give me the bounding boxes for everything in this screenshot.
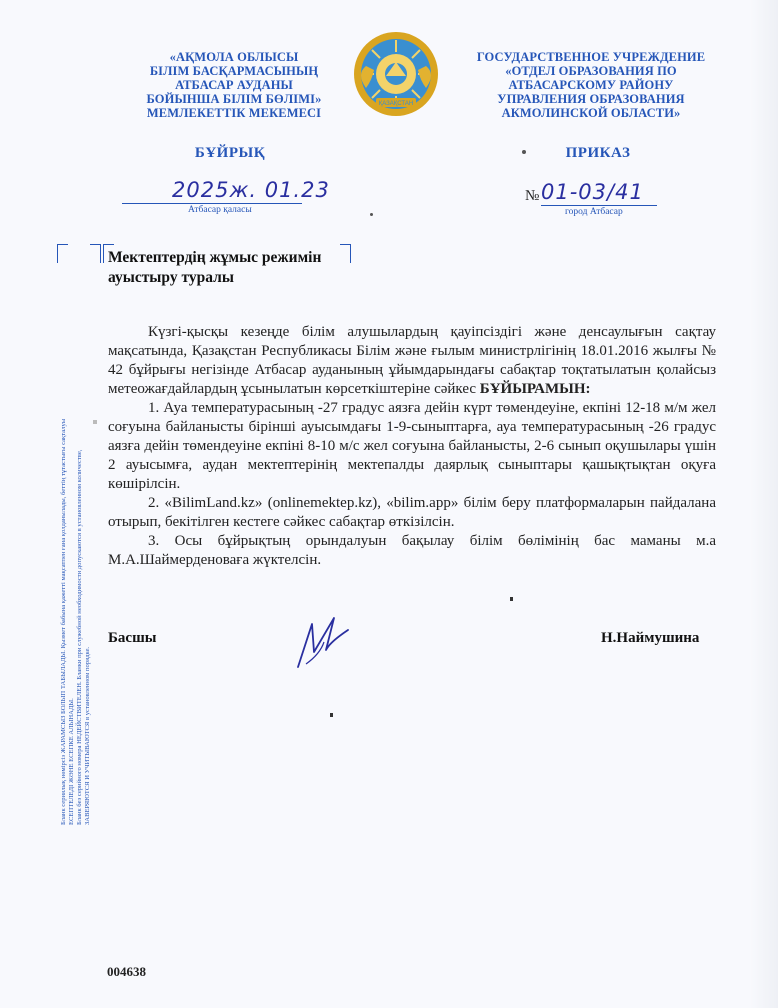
- header-left-line: «АҚМОЛА ОБЛЫСЫ: [169, 50, 299, 64]
- header-left-line: АТБАСАР АУДАНЫ: [175, 78, 293, 92]
- corner-mark: [90, 244, 101, 263]
- ink-dot: [370, 213, 373, 216]
- date-underline: [122, 203, 302, 204]
- signatory-role: Басшы: [108, 630, 157, 646]
- side-note-line: Бланк без серийного номера НЕДЕЙСТВИТЕЛЕН. Бланки при служебной необходимости допускаются в установленном количестве,: [76, 449, 83, 825]
- emblem-text: ҚАЗАҚСТАН: [378, 101, 414, 107]
- doc-type-ru: ПРИКАЗ: [565, 145, 631, 161]
- page-edge: [750, 0, 778, 1008]
- ink-dot: [510, 597, 513, 601]
- number-underline: [541, 205, 657, 206]
- header-right-line: «ОТДЕЛ ОБРАЗОВАНИЯ ПО: [505, 64, 677, 78]
- intro-text: Күзгі-қысқы кезеңде білім алушылардың қауіпсіздігі және денсаулығын сақтау мақсатында, Қазақстан Республикасы Білім және ғылым министрлігінің 18.01.2016 жылғы № 42 бұйрығы негізінде Атбасар ауданының ұйымдарындағы сабақтар тоқтатылатын қолайсыз метеожағдайлардың ұсынылатын көрсеткіштеріне сәйкес: [108, 324, 716, 397]
- blank-form-note: [60, 345, 92, 825]
- side-note-line: ЗАВЕРЯЮТСЯ И УЧИТЫВАЮТСЯ в установленном порядке.: [84, 646, 91, 825]
- header-right-ru: [466, 50, 716, 120]
- corner-mark: [57, 244, 68, 263]
- body-intro: [108, 323, 716, 399]
- order-body: [108, 323, 716, 570]
- order-word: БҰЙЫРАМЫН:: [479, 381, 591, 397]
- subject-line: Мектептердің жұмыс режимін: [108, 249, 322, 266]
- city-ru: город Атбасар: [565, 207, 623, 217]
- header-right-line: УПРАВЛЕНИЯ ОБРАЗОВАНИЯ: [497, 92, 685, 106]
- order-item-3: 3. Осы бұйрықтың орындалуын бақылау білім бөлімінің бас маманы м.а М.А.Шаймерденоваға жүктелсін.: [108, 533, 716, 568]
- header-left-line: МЕМЛЕКЕТТІК МЕКЕМЕСІ: [146, 106, 322, 120]
- city-kz: Атбасар қаласы: [188, 205, 252, 215]
- header-left-kz: [109, 50, 359, 120]
- header-right-line: АТБАСАРСКОМУ РАЙОНУ: [508, 78, 674, 92]
- side-note-line: Бланк сериялық нөмірсіз ЖАРАМСЫЗ БОЛЫП ТАБЫЛАДЫ. Қызмет бабына қажетті мақсатпен ғана қолданылады, беттің тұтастығы сақталуы: [60, 418, 67, 825]
- header-right-line: ГОСУДАРСТВЕННОЕ УЧРЕЖДЕНИЕ: [476, 50, 706, 64]
- ink-dot: [522, 150, 526, 154]
- order-subject: [108, 248, 348, 288]
- handwritten-date: 2025ж. 01.23: [172, 178, 330, 202]
- margin-mark: [93, 420, 97, 424]
- subject-line: ауыстыру туралы: [108, 269, 234, 286]
- number-prefix: №: [525, 188, 540, 204]
- order-item-1: 1. Ауа температурасының -27 градус аязға дейін күрт төмендеуіне, екпіні 12-18 м/м жел соғуына байланысты бірінші ауысымдағы 1-9-сыныптарға, ауа температурасының -26 градус аязға дейін төмендеуіне екпіні 8-10 м/с жел соғуына байланысты, 2-6 сынып оқушылары үшін 2 ауысымға, аудан мектептерінің мектепалды даярлық сыныптары қашықтықтан оқуға көшірілсін.: [108, 400, 716, 492]
- ink-dot: [330, 713, 333, 717]
- header-left-line: БОЙЫНША БІЛІМ БӨЛІМІ»: [146, 92, 322, 106]
- header-right-line: АКМОЛИНСКОЙ ОБЛАСТИ»: [501, 106, 681, 120]
- side-note-line: ЕСЕПТЕЛЕДІ ЖӘНЕ ЕСЕПКЕ АЛЫНАДЫ.: [68, 698, 75, 825]
- signatory-name: Н.Наймушина: [601, 630, 700, 646]
- serial-number: 004638: [107, 964, 146, 979]
- doc-type-kz: БҰЙРЫҚ: [194, 145, 266, 161]
- state-emblem-icon: [352, 30, 440, 118]
- handwritten-number: 01-03/41: [541, 180, 644, 204]
- order-item-2: 2. «BilimLand.kz» (onlinemektep.kz), «bilim.app» білім беру платформаларын пайдалана отырып, бекітілген кестеге сәйкес сабақтар өткізілсін.: [108, 495, 716, 530]
- handwritten-signature: [290, 612, 360, 672]
- header-left-line: БІЛІМ БАСҚАРМАСЫНЫҢ: [149, 64, 319, 78]
